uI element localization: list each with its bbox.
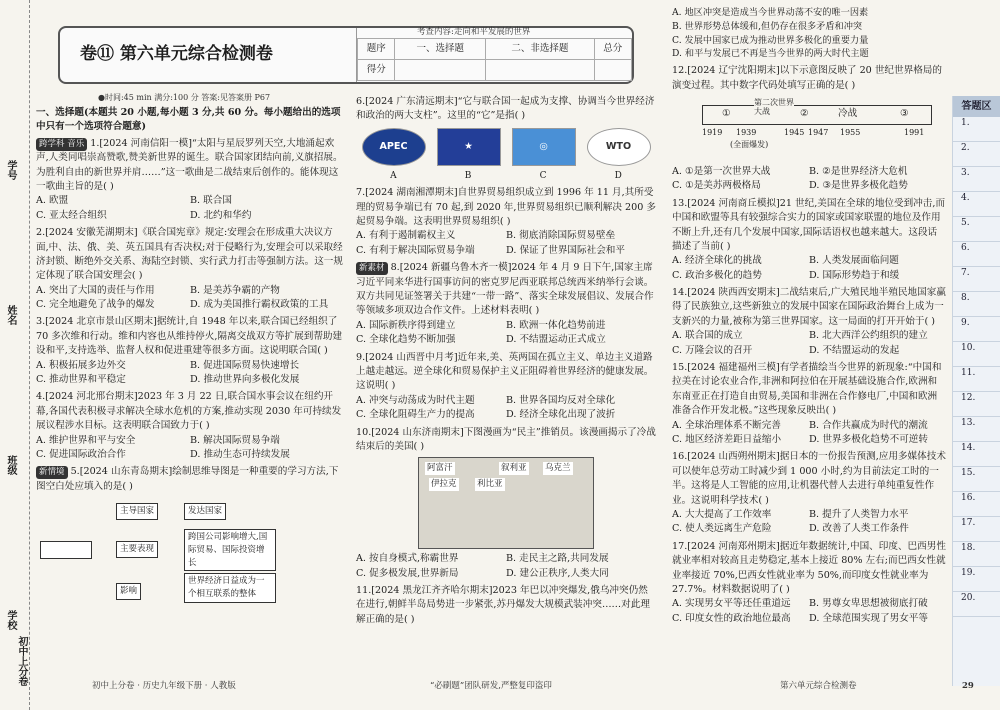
answer-row[interactable]: 14.	[953, 442, 1000, 467]
option-d[interactable]: D. 建公正秩序,人类大同	[506, 567, 609, 579]
question-15	[672, 361, 946, 447]
tl-4: 冷战	[838, 107, 858, 119]
tl-3: ②	[800, 107, 809, 119]
option-a[interactable]: A. 经济全球化的挑战	[672, 255, 762, 267]
answer-row[interactable]: 8.	[953, 292, 1000, 317]
answer-row[interactable]: 5.	[953, 217, 1000, 242]
answer-row[interactable]: 12.	[953, 392, 1000, 417]
question-text: 12.[2024 辽宁沈阳期末]以下示意图反映了 20 世纪世界格局的演变过程。其中数字代码处填写正确的是( )	[672, 65, 942, 91]
option-a[interactable]: A	[390, 170, 397, 181]
option-c[interactable]: C. 促进国际政治合作	[36, 448, 126, 460]
footer-left: 初中上分卷 · 历史九年级下册 · 人教版	[92, 681, 236, 691]
answer-row[interactable]: 3.	[953, 167, 1000, 192]
question-4	[36, 390, 344, 462]
answer-row[interactable]: 16.	[953, 492, 1000, 517]
sub-label: (全面爆发)	[730, 139, 769, 149]
answer-area-title: 答题区	[953, 96, 1000, 117]
option-d[interactable]: D. 成为美国推行霸权政策的工具	[190, 299, 329, 311]
cartoon-label: 伊拉克	[431, 479, 457, 490]
answer-row[interactable]: 13.	[953, 417, 1000, 442]
option-a[interactable]: A. 欧盟	[36, 195, 69, 207]
option-c[interactable]: C. 有利于解决国际贸易争端	[356, 244, 475, 256]
question-8	[356, 261, 656, 347]
question-13	[672, 197, 946, 283]
option-c[interactable]: C. 地区经济差距日益缩小	[672, 434, 782, 445]
col-1: 一、选择题	[395, 39, 486, 60]
option-b[interactable]: B. 世界各国均反对全球化	[506, 394, 616, 406]
question-9	[356, 351, 656, 423]
option-c[interactable]: C. 政治多极化的趋势	[672, 269, 762, 281]
right-column	[666, 6, 952, 629]
answer-row[interactable]: 2.	[953, 142, 1000, 167]
question-text: 10.[2024 山东济南期末]下图漫画为“民主”推销员。该漫画揭示了冷战结束后的美国( )	[356, 426, 656, 452]
answer-row[interactable]: 18.	[953, 542, 1000, 567]
option-b[interactable]: B. 是美苏争霸的产物	[190, 284, 280, 296]
question-2	[36, 226, 344, 312]
option-b[interactable]: B. 彻底消除国际贸易壁垒	[506, 230, 616, 242]
node-economy: 世界经济日益成为一个相互联系的整体	[184, 573, 276, 603]
col-2: 二、非选择题	[486, 39, 594, 60]
option-a[interactable]: A. 国际新秩序得到建立	[356, 319, 456, 331]
option-b[interactable]: B. 男尊女卑思想被彻底打破	[809, 598, 928, 610]
question-10	[356, 426, 656, 582]
blank-box[interactable]	[40, 541, 92, 559]
option-a[interactable]: A. 按自身模式,称霸世界	[356, 553, 459, 565]
option-c[interactable]: C. 促多极发展,世界新局	[356, 567, 459, 579]
left-column	[30, 106, 350, 615]
node-leading: 主导国家	[116, 503, 158, 520]
cartoon-image	[418, 457, 594, 549]
question-11-start	[356, 584, 656, 625]
class-label: 班级	[5, 455, 16, 475]
node-manifest: 主要表现	[116, 541, 158, 558]
question-text: 1.[2024 河南信阳一模]“太阳与星辰罗列天空,大地涌起欢声,人类同唱崇高赞歌,赞美新世界的诞生。联合国家团结向前,义旗招展。为胜利自由的新世界并肩……”这一歌曲是二战结束后创作的。能体现这一歌曲主旨的是( )	[36, 137, 343, 192]
option-d[interactable]: D. 不结盟运动正式成立	[506, 334, 606, 346]
un-flag: ◎	[512, 128, 576, 166]
cartoon-label: 乌克兰	[545, 463, 571, 474]
option-c[interactable]: C. 全球化趋势不断加强	[356, 334, 456, 346]
page-number: 29	[962, 681, 974, 691]
option-a[interactable]: A. 积极拓展多边外交	[36, 359, 126, 371]
answer-row[interactable]: 1.	[953, 117, 1000, 142]
question-text: 16.[2024 山西朔州期末]据日本的一份报告预测,应用多媒体技术可以使年总劳动工时减少到 1 000 小时,约为目前法定工时的一半。这将是人工智能的应用,让机器代替人去进行单纯重复性作业。这说明科学技术( )	[672, 451, 946, 506]
middle-column	[350, 92, 662, 625]
option-d[interactable]: D. 全球范围实现了男女平等	[809, 612, 928, 624]
name-label: 姓名	[5, 305, 16, 325]
exam-topic: 考查内容:走向和平发展的世界	[417, 27, 531, 37]
answer-row[interactable]: 11.	[953, 367, 1000, 392]
option-b[interactable]: B. 世界形势总体缓和,但仍存在很多矛盾和冲突	[672, 20, 863, 32]
question-16	[672, 450, 946, 536]
option-b[interactable]: B	[464, 170, 472, 181]
option-c[interactable]: C. 全球化阻碍生产力的提高	[356, 409, 475, 421]
option-a[interactable]: A. 有利于遏制霸权主义	[356, 230, 456, 242]
year: 1955	[840, 127, 861, 137]
wto-logo: WTO	[587, 128, 651, 166]
answer-row[interactable]: 7.	[953, 267, 1000, 292]
option-c[interactable]: C. 发展中国家已成为推动世界多极化的重要力量	[672, 34, 869, 46]
option-a[interactable]: A. 实现男女平等还任重道远	[672, 598, 791, 610]
question-text: 15.[2024 福建福州三模]有学者描绘当今世界的新现象:“中国和拉美在讨论农业合作,非洲和阿拉伯在开展基础设施合作,欧洲和东南亚正在打造自由贸易,美国和非洲在合作修电厂,中国和欧洲准备合作开发北极。”这些现象反映出( )	[672, 362, 942, 417]
option-b[interactable]: B. 人类发展面临问题	[809, 255, 899, 267]
question-12	[672, 64, 946, 194]
option-a[interactable]: A. ①是第一次世界大战	[672, 165, 771, 177]
year: 1945	[784, 127, 805, 137]
tl-2: 第二次世界大战	[754, 97, 794, 116]
option-a[interactable]: A. 全球治理体系不断完善	[672, 419, 781, 431]
question-text: 4.[2024 河北邢台期末]2023 年 3 月 22 日,联合国水事会议在纽约开幕,各国代表积极寻求解决全球水危机的方案,推动实现 2030 年可持续发展议程涉水目标。这表明联合国致力于( )	[36, 391, 342, 432]
exam-meta: ●时间:45 min 满分:100 分 答案:见答案册 P67	[98, 93, 271, 102]
question-text: 11.[2024 黑龙江齐齐哈尔期末]2023 年巴以冲突爆发,俄乌冲突仍然在进行,朝鲜半岛局势进一步紧张,苏丹爆发大规模武装冲突……对此理解正确的是( )	[356, 585, 650, 625]
question-text: 2.[2024 安徽芜湖期末]《联合国宪章》规定:安理会在形成重大决议方面,中、法、俄、美、英五国具有否决权;对于侵略行为,安理会可以采取经济封锁、断绝外交关系、海陆空封锁、实行武力打击等强制方法。这一规定体现了联合国安理会( )	[36, 227, 343, 282]
option-d[interactable]: D. 经济全球化出现了波折	[506, 409, 616, 421]
option-a[interactable]: A. 大大提高了工作效率	[672, 508, 772, 520]
option-a[interactable]: A. 突出了大国的责任与作用	[36, 284, 155, 296]
option-b[interactable]: B. 合作共赢成为时代的潮流	[809, 419, 928, 431]
option-d[interactable]: D. 国际形势趋于和缓	[809, 269, 900, 281]
option-b[interactable]: B. 解决国际贸易争端	[190, 434, 280, 446]
school-label: 学校	[5, 610, 16, 630]
year: 1919	[702, 127, 723, 137]
footer-right: 第六单元综合检测卷	[780, 681, 857, 691]
answer-row[interactable]: 17.	[953, 517, 1000, 542]
question-text: 14.[2024 陕西西安期末]二战结束后,广大殖民地半殖民地国家赢得了民族独立,这些新独立的发展中国家在国际政治舞台上成为一支新兴的力量,被称为第三世界国家。这一局面的打开开始于( )	[672, 287, 946, 327]
question-6	[356, 95, 656, 183]
year: 1947	[808, 127, 829, 137]
score-2[interactable]	[486, 60, 594, 81]
question-17	[672, 540, 946, 626]
answer-row[interactable]: 15.	[953, 467, 1000, 492]
option-c[interactable]: C	[539, 170, 547, 181]
year: 1991	[904, 127, 925, 137]
section-1-heading: 一、选择题(本题共 20 小题,每小题 3 分,共 60 分。每小题给出的选项中只有一个选项符合题意)	[36, 107, 341, 133]
answer-row[interactable]: 4.	[953, 192, 1000, 217]
option-a[interactable]: A. 冲突与动荡成为时代主题	[356, 394, 475, 406]
question-text: 3.[2024 北京市景山区期末]据统计,自 1948 年以来,联合国已经组织了 70 多次维和行动。维和内容也从维持停火,隔离交战双方等扩展到帮助建设和平,支持选举、监督人权和促进重建等很多方面。这说明联合国( )	[36, 316, 343, 357]
option-b[interactable]: B. 北大西洋公约组织的建立	[809, 330, 928, 342]
node-developed: 发达国家	[184, 503, 226, 520]
year: 1939	[736, 127, 757, 137]
timeline-diagram	[672, 97, 946, 161]
answer-row[interactable]: 9.	[953, 317, 1000, 342]
answer-area	[952, 96, 1000, 686]
mind-map	[36, 497, 344, 612]
option-b[interactable]: B. 提升了人类智力水平	[809, 508, 909, 520]
brand-label: 初中上分卷	[16, 636, 27, 686]
option-c[interactable]: C. ①是美苏两极格局	[672, 180, 761, 192]
option-d[interactable]: D. 北约和华约	[190, 209, 252, 221]
col-ti: 题序	[358, 39, 395, 60]
node-multinational: 跨国公司影响增大,国际贸易、国际投资增长	[184, 529, 276, 571]
question-text: 17.[2024 河南郑州期末]据近年数据统计,中国、印度、巴西男性就业率相对较高且走势稳定,基本上接近 80% 左右;而巴西女性就业率接近 70%,巴西女性就业率为 50%,而印度女性就业率为 27.7%。材料数据说明了( )	[672, 540, 946, 595]
question-5	[36, 465, 344, 612]
option-b[interactable]: B. ②是世界经济大危机	[809, 165, 908, 177]
option-b[interactable]: B. 走民主之路,共同发展	[506, 553, 609, 565]
option-c[interactable]: C. 完全地避免了战争的爆发	[36, 299, 155, 311]
tag-badge: 跨学科 音乐	[36, 138, 87, 151]
tl-1: ①	[722, 107, 731, 119]
tag-badge: 新素材	[356, 262, 388, 275]
option-b[interactable]: B. 欧洲一体化趋势前进	[506, 319, 606, 331]
answer-row[interactable]: 19.	[953, 567, 1000, 592]
question-text: 7.[2024 湖南湘潭期末]自世界贸易组织成立到 1996 年 11 月,其所受理的贸易争端已有 70 起,到 2020 年,世界贸易组织已顺利解决 200 多起贸易争端。这表明世界贸易组织( )	[356, 187, 656, 228]
timeline-bar	[702, 105, 932, 125]
question-text: 9.[2024 山西晋中月考]近年来,美、英两国在孤立主义、单边主义道路上越走越远。逆全球化和贸易保护主义正阻碍着世界经济的健康发展。这说明( )	[356, 351, 654, 392]
exam-title: 卷⑪ 第六单元综合检测卷	[80, 44, 273, 65]
option-d[interactable]: D. 不结盟运动的发起	[809, 344, 900, 356]
eu-flag: ★	[437, 128, 501, 166]
option-c[interactable]: C. 万隆会议的召开	[672, 344, 753, 356]
option-a[interactable]: A. 维护世界和平与安全	[36, 434, 136, 446]
option-d[interactable]: D. 和平与发展已不再是当今世界的两大时代主题	[672, 48, 869, 60]
option-d[interactable]: D. 世界多极化趋势不可逆转	[809, 434, 928, 445]
option-a[interactable]: A. 联合国的成立	[672, 330, 743, 342]
question-11	[672, 6, 946, 61]
answer-row[interactable]: 6.	[953, 242, 1000, 267]
option-d[interactable]: D. 改善了人类工作条件	[809, 523, 909, 535]
answer-row[interactable]: 20.	[953, 592, 1000, 617]
tag-badge: 新情境	[36, 466, 68, 479]
tl-5: ③	[900, 107, 909, 119]
binding-gutter	[0, 0, 30, 710]
node-impact: 影响	[116, 583, 141, 600]
question-text: 8.[2024 新疆乌鲁木齐一模]2024 年 4 月 9 日下午,国家主席习近平同来华进行国事访问的密克罗尼西亚联邦总统西米纳举行会谈。双方共同见证签署关于共建“一带一路”、落实全球发展倡议、发展合作等领域多项双边合作文件。上述材料表明( )	[356, 262, 654, 317]
option-c[interactable]: C. 亚太经合组织	[36, 209, 107, 221]
exam-header	[58, 26, 634, 84]
question-text: 13.[2024 河南商丘模拟]21 世纪,美国在全球的地位受到冲击,而中国和欧盟等具有较强综合实力的国家或国家联盟的地位及作用不断上升,还有几个发展中国家,国际话语权也越来越大。这段话描述了当前( )	[672, 197, 946, 252]
option-d[interactable]: D	[614, 170, 622, 181]
option-d[interactable]: D. ③是世界多极化趋势	[809, 180, 908, 192]
question-14	[672, 286, 946, 358]
apec-logo: APEC	[362, 128, 426, 166]
footer-mid: “必刷题”团队研发,严整复印盗印	[430, 681, 552, 691]
option-a[interactable]: A. 地区冲突是造成当今世界动荡不安的唯一因素	[672, 7, 869, 18]
option-c[interactable]: C. 使人类远离生产危险	[672, 523, 772, 535]
cartoon-label: 叙利亚	[501, 463, 527, 474]
question-1	[36, 137, 344, 223]
score-table	[356, 28, 632, 82]
question-text: 6.[2024 广东清远期末]“它与联合国一起成为支撑、协调当今世界经济和政治的两大支柱”。这里的“它”是指( )	[356, 96, 655, 122]
option-c[interactable]: C. 印度女性的政治地位最高	[672, 612, 791, 624]
option-d[interactable]: D. 推动生态可持续发展	[190, 448, 290, 460]
student-id-label: 学号	[5, 160, 16, 180]
option-b[interactable]: B. 联合国	[190, 195, 232, 207]
question-text: 5.[2024 山东青岛期末]绘制思维导图是一种重要的学习方法,下图空白处应填入的是( )	[36, 466, 339, 492]
option-d[interactable]: D. 保证了世界国际社会和平	[506, 244, 625, 256]
answer-row[interactable]: 10.	[953, 342, 1000, 367]
option-b[interactable]: B. 促进国际贸易快速增长	[190, 359, 300, 371]
cartoon-label: 阿富汗	[427, 463, 453, 474]
score-total[interactable]	[594, 60, 631, 81]
col-total: 总分	[594, 39, 631, 60]
question-3	[36, 315, 344, 387]
option-c[interactable]: C. 推动世界和平稳定	[36, 374, 126, 386]
cartoon-label: 利比亚	[477, 479, 503, 490]
score-1[interactable]	[395, 60, 486, 81]
row-score: 得分	[358, 60, 395, 81]
question-7	[356, 186, 656, 258]
option-d[interactable]: D. 推动世界向多极化发展	[190, 374, 300, 386]
